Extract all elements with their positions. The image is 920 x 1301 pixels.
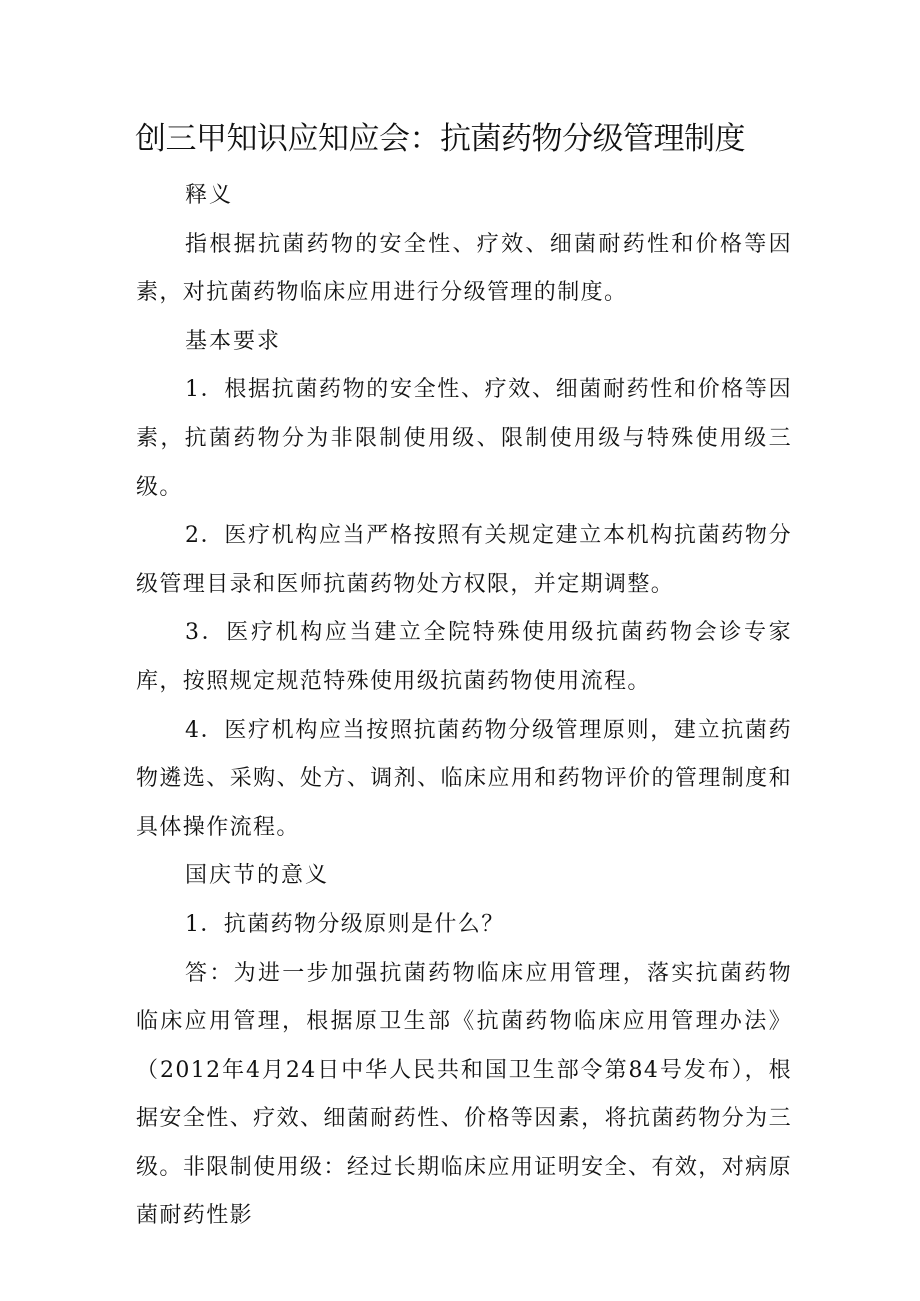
question-1: 1．抗菌药物分级原则是什么？ <box>185 911 505 937</box>
section-heading-significance: 国庆节的意义 <box>185 863 330 889</box>
requirement-item-1: 1．根据抗菌药物的安全性、疗效、细菌耐药性和价格等因素，抗菌药物分为非限制使用级、限制使用级与特殊使用级三级。 <box>136 377 792 500</box>
section-heading-definition: 释义 <box>185 183 234 208</box>
document-body <box>136 172 792 1241</box>
definition-paragraph: 指根据抗菌药物的安全性、疗效、细菌耐药性和价格等因素，对抗菌药物临床应用进行分级管理的制度。 <box>136 231 792 306</box>
document-title: 创三甲知识应知应会：抗菌药物分级管理制度 <box>135 121 745 157</box>
requirement-item-3: 3．医疗机构应当建立全院特殊使用级抗菌药物会诊专家库，按照规定规范特殊使用级抗菌药物使用流程。 <box>136 620 792 694</box>
requirement-item-2: 2．医疗机构应当严格按照有关规定建立本机构抗菌药物分级管理目录和医师抗菌药物处方权限，并定期调整。 <box>136 523 792 597</box>
requirement-item-4: 4．医疗机构应当按照抗菌药物分级管理原则，建立抗菌药物遴选、采购、处方、调剂、临床应用和药物评价的管理制度和具体操作流程。 <box>136 717 792 840</box>
answer-1: 答：为进一步加强抗菌药物临床应用管理，落实抗菌药物临床应用管理，根据原卫生部《抗菌药物临床应用管理办法》（2012年4月24日中华人民共和国卫生部令第84号发布），根据安全性、疗效、细菌耐药性、价格等因素，将抗菌药物分为三级。非限制使用级：经过长期临床应用证明安全、有效，对病原菌耐药性影 <box>136 960 792 1229</box>
section-heading-basic-requirements: 基本要求 <box>185 328 282 354</box>
